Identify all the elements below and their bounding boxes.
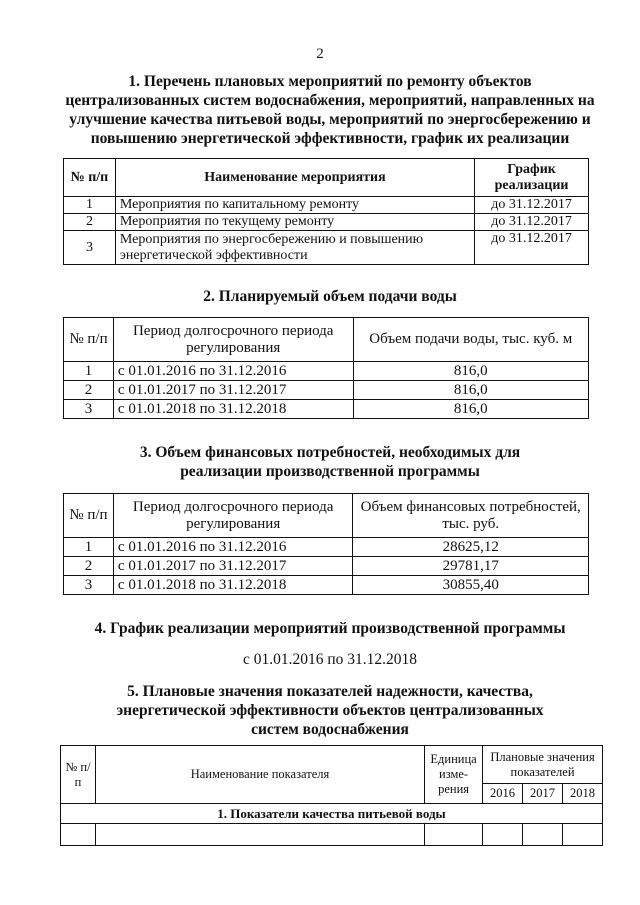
col-header-value: Объем финансовых потребностей, тыс. руб. (353, 494, 589, 538)
col-header-unit: Единица изме-рения (425, 746, 483, 804)
cell-schedule: до 31.12.2017 (475, 214, 589, 231)
col-header-period: Период долгосрочного периода регулирования (113, 318, 353, 362)
cell-num: 1 (64, 538, 114, 557)
section1-title-line: 1. Перечень плановых мероприятий по ремонту объектов (128, 73, 532, 90)
col-header-year: 2018 (562, 784, 602, 804)
table-row (64, 557, 589, 576)
cell-period: с 01.01.2018 по 31.12.2018 (113, 400, 353, 419)
table-header-row (61, 746, 603, 784)
indicators-table (60, 745, 603, 846)
table-row (64, 197, 589, 214)
section5-title-line: энергетической эффективности объектов централизованных (116, 702, 544, 719)
col-header-num: № п/п (64, 318, 114, 362)
cell-value: 28625,12 (353, 538, 589, 557)
water-supply-table (63, 317, 589, 419)
cell-num: 3 (64, 576, 114, 595)
table-header-row (64, 159, 589, 197)
empty-cell (61, 824, 96, 846)
table-row (64, 538, 589, 557)
table-row (64, 400, 589, 419)
measures-table (63, 158, 589, 265)
section5-title (60, 682, 600, 739)
col-header-name: Наименование мероприятия (115, 159, 474, 197)
cell-schedule: до 31.12.2017 (475, 231, 589, 265)
cell-period: с 01.01.2017 по 31.12.2017 (113, 381, 353, 400)
empty-cell (425, 824, 483, 846)
table-row (64, 381, 589, 400)
table-header-row (64, 494, 589, 538)
section5-title-line: систем водоснабжения (251, 721, 409, 738)
section1-title-line: централизованных систем водоснабжения, мероприятий, направленных на (65, 92, 595, 109)
empty-cell (95, 824, 424, 846)
cell-value: 816,0 (353, 400, 588, 419)
section1-title (60, 72, 600, 148)
empty-cell (483, 824, 523, 846)
cell-num: 2 (64, 557, 114, 576)
table-row (64, 214, 589, 231)
col-header-name: Наименование показателя (95, 746, 424, 804)
col-header-planned: Плановые значения показателей (483, 746, 603, 784)
cell-schedule: до 31.12.2017 (475, 197, 589, 214)
section5-title-line: 5. Плановые значения показателей надежности, качества, (127, 683, 533, 700)
table-header-row (64, 318, 589, 362)
col-header-year: 2016 (483, 784, 523, 804)
cell-period: с 01.01.2017 по 31.12.2017 (113, 557, 353, 576)
cell-num: 3 (64, 400, 114, 419)
col-header-value: Объем подачи воды, тыс. куб. м (353, 318, 588, 362)
col-header-period: Период долгосрочного периода регулирования (113, 494, 353, 538)
cell-num: 2 (64, 214, 116, 231)
cell-period: с 01.01.2016 по 31.12.2016 (113, 538, 353, 557)
cell-num: 1 (64, 197, 116, 214)
col-header-year: 2017 (523, 784, 563, 804)
section3-title-line: реализации производственной программы (180, 463, 480, 480)
cell-num: 2 (64, 381, 114, 400)
cell-name: Мероприятия по текущему ремонту (115, 214, 474, 231)
section4-period: с 01.01.2016 по 31.12.2018 (242, 651, 418, 668)
col-header-num: № п/п (64, 494, 114, 538)
empty-cell (523, 824, 563, 846)
cell-name: Мероприятия по энергосбережению и повышению энергетической эффективности (115, 231, 474, 265)
cell-value: 30855,40 (353, 576, 589, 595)
col-header-num: № п/п (64, 159, 116, 197)
section4-title: 4. График реализации мероприятий производственной программы (94, 620, 566, 637)
col-header-num: № п/п (61, 746, 96, 804)
table-subsection-row (61, 804, 603, 824)
section3-title-line: 3. Объем финансовых потребностей, необходимых для (139, 444, 521, 461)
cell-value: 29781,17 (353, 557, 589, 576)
table-row (61, 824, 603, 846)
cell-value: 816,0 (353, 362, 588, 381)
table-row (64, 362, 589, 381)
cell-period: с 01.01.2018 по 31.12.2018 (113, 576, 353, 595)
table-row (64, 576, 589, 595)
cell-num: 3 (64, 231, 116, 265)
section1-title-line: улучшение качества питьевой воды, мероприятий по энергосбережению и (69, 111, 591, 128)
cell-name: Мероприятия по капитальному ремонту (115, 197, 474, 214)
section2-title: 2. Планируемый объем подачи воды (203, 288, 457, 305)
section1-title-line: повышению энергетической эффективности, график их реализации (90, 130, 570, 147)
page-number: 2 (316, 46, 324, 62)
financial-needs-table (63, 493, 589, 595)
subsection-title: 1. Показатели качества питьевой воды (61, 804, 603, 824)
cell-period: с 01.01.2016 по 31.12.2016 (113, 362, 353, 381)
cell-value: 816,0 (353, 381, 588, 400)
col-header-schedule: График реализации (475, 159, 589, 197)
section3-title (60, 443, 600, 481)
cell-num: 1 (64, 362, 114, 381)
empty-cell (562, 824, 602, 846)
table-row (64, 231, 589, 265)
